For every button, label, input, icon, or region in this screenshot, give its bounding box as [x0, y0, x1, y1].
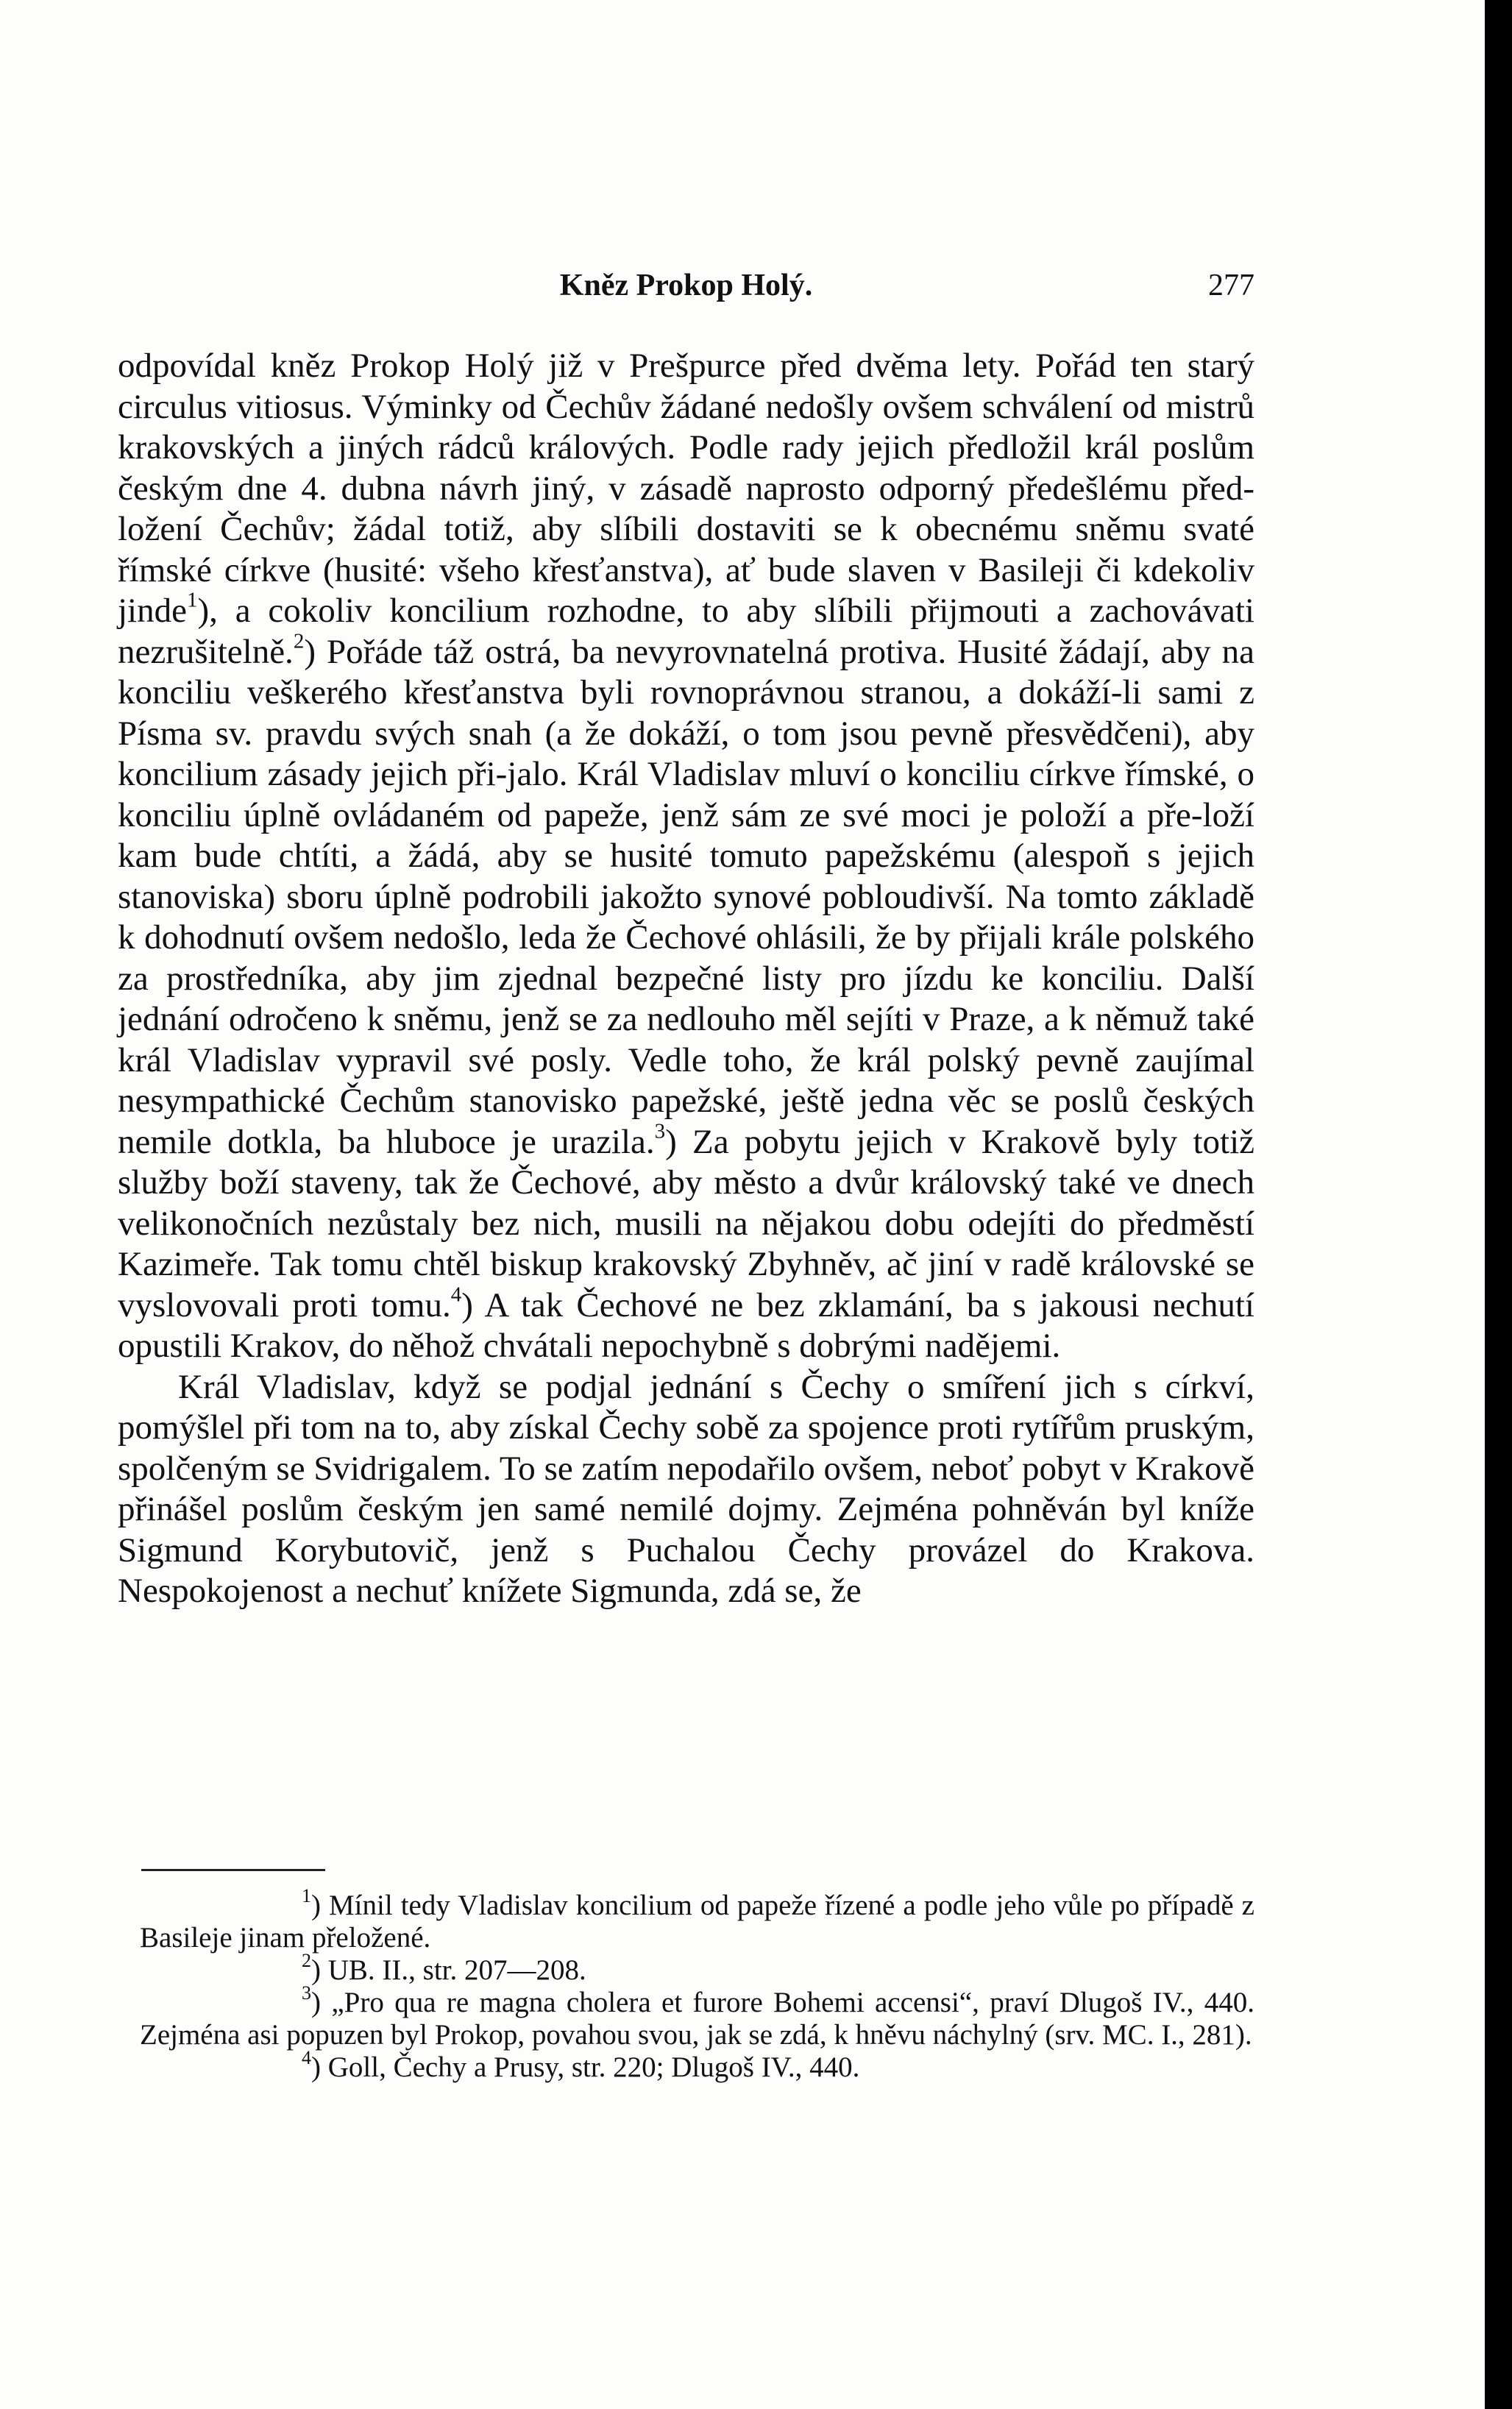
footnote-reference: 4 — [450, 1282, 462, 1307]
footnote-number: 1 — [302, 1885, 311, 1907]
page-header — [118, 263, 1254, 308]
paragraph-text: ) Za pobytu jejich v Krakově byly totiž služby boží staveny, tak že Čechové, aby město a dvůr královský také ve dnech velikonočních nezůstaly bez nich, musili na nějakou dobu odejíti do předměstí Kazimeře. Tak tomu chtěl biskup krakovský Zbyhněv, ač jiní v radě královské se vyslovovali proti tomu. — [118, 1122, 1254, 1324]
page-number: 277 — [1208, 269, 1254, 302]
footnote-3 — [140, 1982, 1254, 2051]
running-title: Kněz Prokop Holý. — [559, 269, 813, 302]
footnote-reference: 1 — [186, 588, 198, 612]
footnotes — [140, 1885, 1254, 2084]
footnote-text: ) „Pro qua re magna cholera et furore Bohemi accensi“, praví Dlugoš IV., 440. Zejména asi popuzen byl Prokop, povahou svou, jak se zdá, k hněvu náchylný (srv. MC. I., 281). — [140, 1987, 1254, 2051]
paragraph-text: ), a cokoliv koncilium rozhodne, to aby slíbili přijmouti a zachovávati nezrušitelně. — [118, 592, 1254, 671]
paragraph-2 — [118, 1367, 1254, 1612]
footnote-number: 2 — [302, 1950, 311, 1972]
footnote-text: ) UB. II., str. 207—208. — [311, 1954, 586, 1986]
footnote-4 — [140, 2047, 1254, 2084]
footnote-separator — [141, 1869, 325, 1871]
footnote-text: ) Mínil tedy Vladislav koncilium od papeže řízené a podle jeho vůle po případě z Basileje jinam přeložené. — [140, 1890, 1254, 1954]
paragraph-text: ) A tak Čechové ne bez zklamání, ba s jakousi nechutí opustili Krakov, do něhož chvátali nepochybně s dobrými nadějemi. — [118, 1285, 1254, 1365]
footnote-number: 3 — [302, 1982, 311, 2004]
footnote-reference: 3 — [654, 1119, 666, 1143]
footnote-text: ) Goll, Čechy a Prusy, str. 220; Dlugoš IV., 440. — [311, 2051, 860, 2083]
paragraph-text: Král Vladislav, když se podjal jednání s Čechy o smíření jich s církví, pomýšlel při tom na to, aby získal Čechy sobě za spojence proti rytířům pruským, spolčeným se Svidrigalem. To se zatím nepodařilo ovšem, neboť pobyt v Krakově přinášel poslům českým jen samé nemilé dojmy. Zejména pohněván byl kníže Sigmund Korybutovič, jenž s Puchalou Čechy provázel do Krakova. Nespokojenost a nechuť knížete Sigmunda, zdá se, že — [118, 1367, 1254, 1610]
paragraph-1 — [118, 346, 1254, 1367]
footnote-1 — [140, 1885, 1254, 1954]
paragraph-text: ) Pořáde táž ostrá, ba nevyrovnatelná protiva. Husité žádají, aby na konciliu veškerého křesťanstva byli rovnoprávnou stranou, a dokáží-li sami z Písma sv. pravdu svých snah (a že dokáží, o tom jsou pevně přesvědčeni), aby koncilium zásady jejich při-jalo. Král Vladislav mluví o konciliu církve římské, o konciliu úplně ovládaném od papeže, jenž sám ze své moci je položí a pře-loží kam bude chtíti, a žádá, aby se husité tomuto papežskému (alespoň s jejich stanoviska) sboru úplně podrobili jakožto synové pobloudivší. Na tomto základě k dohodnutí ovšem nedošlo, leda že Čechové ohlásili, že by přijali krále polského za prostředníka, aby jim zjednal bezpečné listy pro jízdu ke konciliu. Další jednání odročeno k sněmu, jenž se za nedlouho měl sejíti v Praze, a k němuž také král Vladislav vypravil své posly. Vedle toho, že král polský pevně zaujímal nesympathické Čechům stanovisko papežské, ještě jedna věc se poslů českých nemile dotkla, ba hluboce je urazila. — [118, 632, 1254, 1161]
paragraph-text: odpovídal kněz Prokop Holý již v Prešpurce před dvěma lety. Pořád ten starý circulus vitiosus. Výminky od Čechův žádané nedošly ovšem schválení od mistrů krakovských a jiných rádců králových. Podle rady jejich předložil král poslům českým dne 4. dubna návrh jiný, v zásadě naprosto odporný předešlému před-ložení Čechův; žádal totiž, aby slíbili dostaviti se k obecnému sněmu svaté římské církve (husité: všeho křesťanstva), ať bude slaven v Basileji či kdekoliv jinde — [118, 347, 1254, 630]
footnote-reference: 2 — [293, 629, 305, 653]
footnote-number: 4 — [302, 2047, 311, 2069]
body-text — [118, 346, 1254, 1612]
